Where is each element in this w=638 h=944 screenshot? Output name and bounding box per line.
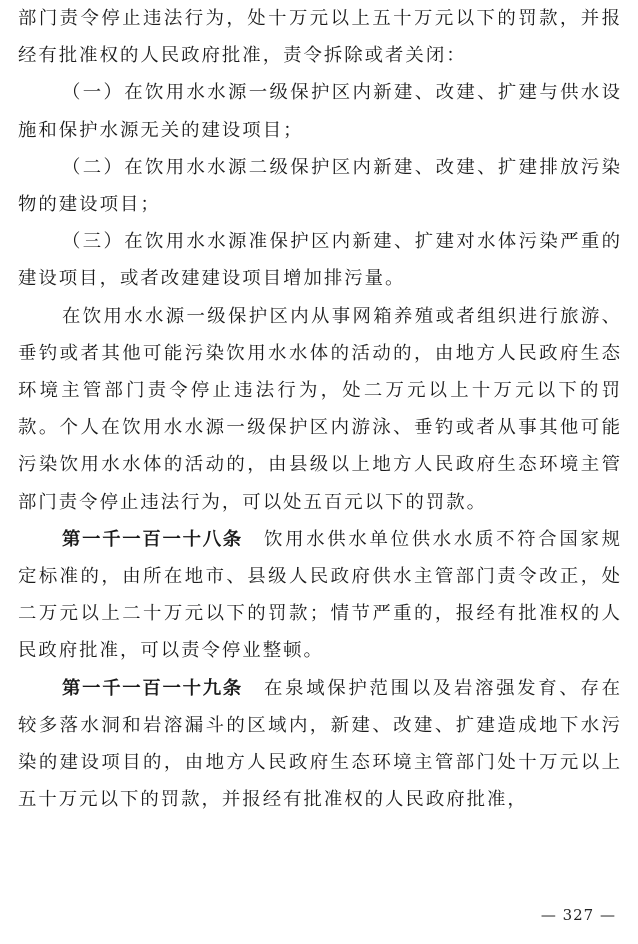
article-text: 饮用水供水单位供水水质不符合国家规定标准的，由所在地市、县级人民政府供水主管部门责令改正，处二万元以上二十万元以下的罚款；情节严重的，报经有批准权的人民政府批准，可以责令停业整顿。 [18, 528, 622, 662]
article-1119 [18, 670, 622, 819]
article-title: 第一千一百一十八条 [62, 528, 243, 550]
list-item-3: （三）在饮用水水源准保护区内新建、扩建对水体污染严重的建设项目，或者改建建设项目增加排污量。 [18, 231, 622, 290]
document-page [18, 0, 622, 818]
page-number: — 327 — [540, 906, 616, 924]
article-1118 [18, 521, 622, 670]
list-item-2: （二）在饮用水水源二级保护区内新建、改建、扩建排放污染物的建设项目； [18, 156, 622, 216]
paragraph-continuation: 部门责令停止违法行为，处十万元以上五十万元以下的罚款，并报经有批准权的人民政府批准，责令拆除或者关闭： [18, 8, 622, 67]
article-title: 第一千一百一十九条 [62, 677, 243, 699]
body-paragraph: 在饮用水水源一级保护区内从事网箱养殖或者组织进行旅游、垂钓或者其他可能污染饮用水水体的活动的，由地方人民政府生态环境主管部门责令停止违法行为，处二万元以上十万元以下的罚款。个人在饮用水水源一级保护区内游泳、垂钓或者从事其他可能污染饮用水水体的活动的，由县级以上地方人民政府生态环境主管部门责令停止违法行为，可以处五百元以下的罚款。 [18, 305, 622, 513]
list-item-1: （一）在饮用水水源一级保护区内新建、改建、扩建与供水设施和保护水源无关的建设项目； [18, 82, 622, 141]
article-text: 在泉域保护范围以及岩溶强发育、存在较多落水洞和岩溶漏斗的区域内，新建、改建、扩建造成地下水污染的建设项目的，由地方人民政府生态环境主管部门处十万元以上五十万元以下的罚款，并报经有批准权的人民政府批准， [18, 677, 622, 811]
